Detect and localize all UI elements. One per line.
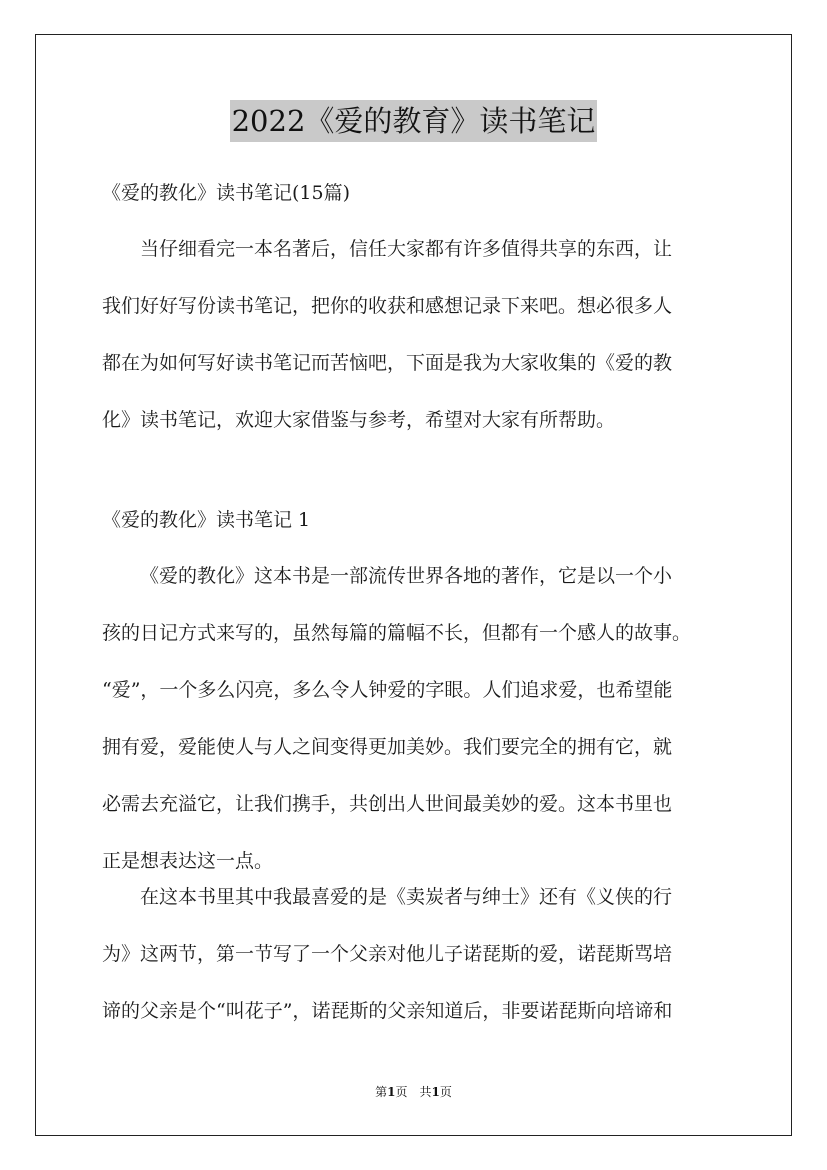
title-container: [0, 100, 827, 142]
paragraph-line: 正是想表达这一点。: [102, 850, 274, 872]
section-heading-text: 《爱的教化》读书笔记 1: [102, 509, 311, 531]
body-paragraph-2: [102, 882, 742, 1053]
intro-paragraph: [102, 234, 742, 462]
page-footer: [0, 1083, 827, 1100]
subtitle-text: 《爱的教化》读书笔记(15篇): [102, 182, 351, 204]
paragraph-line: 《爱的教化》这本书是一部流传世界各地的著作，它是以一个小: [140, 565, 673, 587]
page-total: 1: [431, 1085, 440, 1099]
document-title: 2022《爱的教育》读书笔记: [230, 100, 598, 142]
section-heading: [102, 505, 742, 535]
page-suffix: 页: [439, 1085, 452, 1099]
document-subtitle: [102, 178, 742, 208]
page-number: 1: [387, 1085, 396, 1099]
page-prefix: 第: [375, 1085, 388, 1099]
paragraph-line: 在这本书里其中我最喜爱的是《卖炭者与绅士》还有《义侠的行: [140, 886, 673, 908]
paragraph-line: 当仔细看完一本名著后，信任大家都有许多值得共享的东西，让: [140, 238, 673, 260]
page-mid: 页 共: [395, 1085, 432, 1099]
paragraph-line: 为》这两节，第一节写了一个父亲对他儿子诺琵斯的爱，诺琵斯骂培: [102, 943, 673, 965]
paragraph-line: 谛的父亲是个“叫花子”，诺琵斯的父亲知道后，非要诺琵斯向培谛和: [102, 1000, 673, 1022]
paragraph-line: 必需去充溢它，让我们携手，共创出人世间最美妙的爱。这本书里也: [102, 793, 673, 815]
paragraph-line: 化》读书笔记，欢迎大家借鉴与参考，希望对大家有所帮助。: [102, 409, 616, 431]
paragraph-line: 拥有爱，爱能使人与人之间变得更加美妙。我们要完全的拥有它，就: [102, 736, 673, 758]
paragraph-line: “爱”，一个多么闪亮，多么令人钟爱的字眼。人们追求爱，也希望能: [102, 679, 673, 701]
paragraph-line: 孩的日记方式来写的，虽然每篇的篇幅不长，但都有一个感人的故事。: [102, 622, 692, 644]
paragraph-line: 都在为如何写好读书笔记而苦恼吧，下面是我为大家收集的《爱的教: [102, 352, 673, 374]
paragraph-line: 我们好好写份读书笔记，把你的收获和感想记录下来吧。想必很多人: [102, 295, 673, 317]
body-paragraph-1: [102, 561, 742, 903]
